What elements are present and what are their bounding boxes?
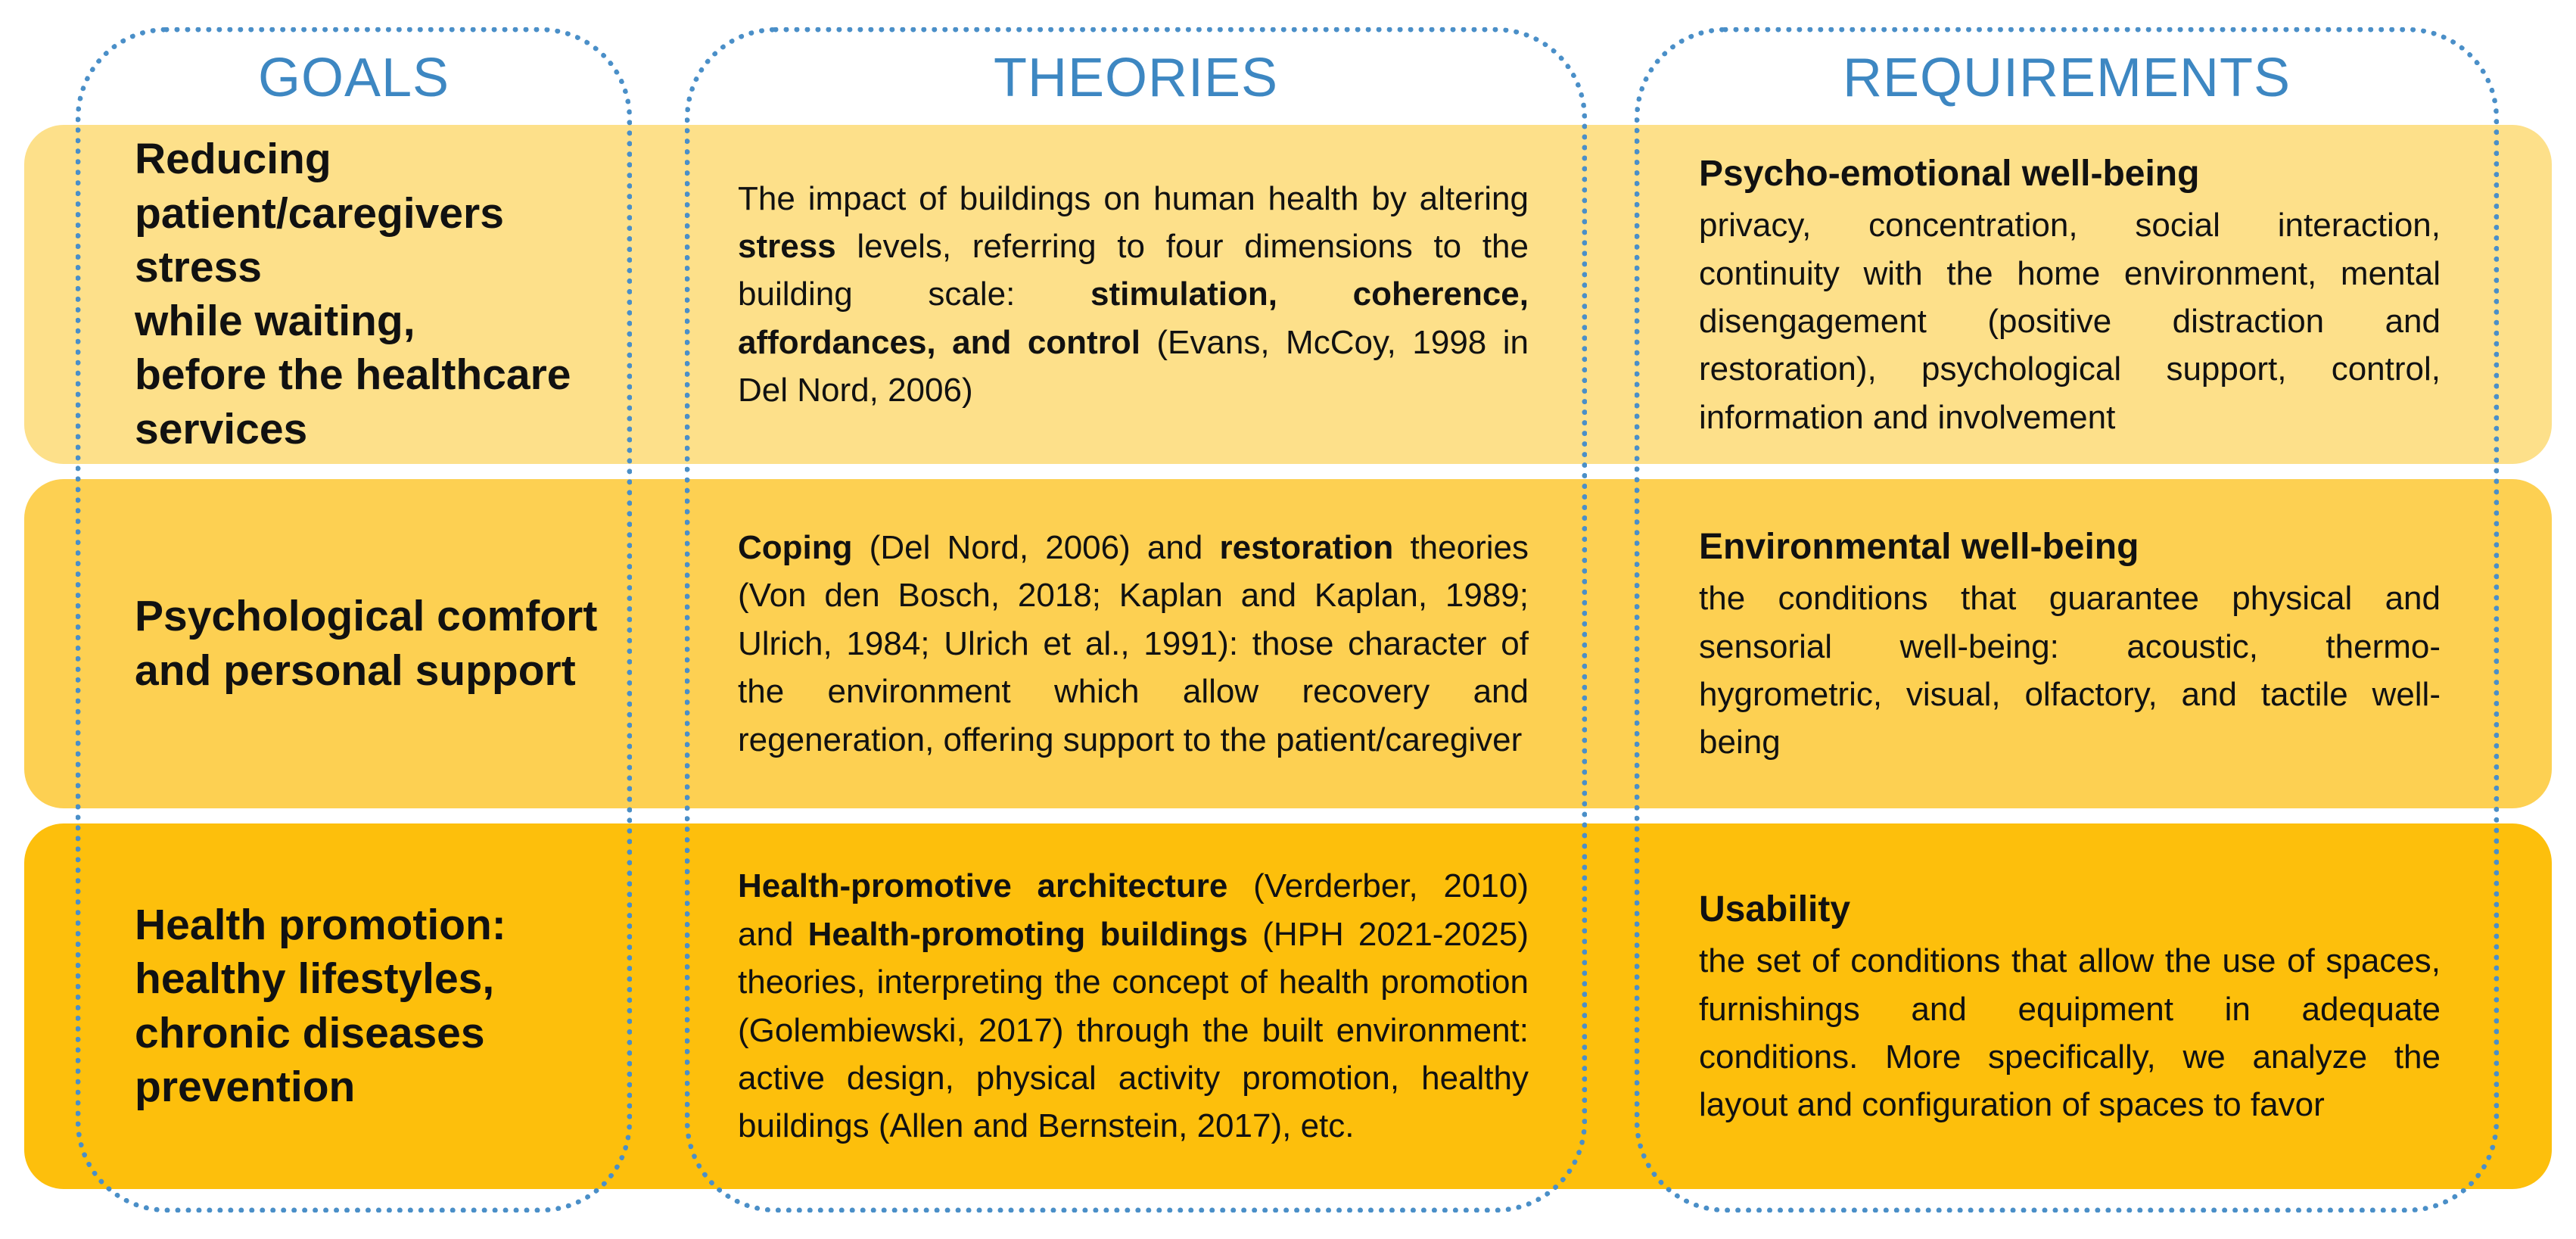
goal-1-line: while waiting, xyxy=(135,297,415,345)
goal-1-line: Reducing xyxy=(135,135,331,184)
theory-bold: stimulation, coherence, affordances, and control xyxy=(738,276,1529,361)
theory-bold: Health-promoting buildings xyxy=(807,915,1248,953)
goals-header: GOALS xyxy=(257,48,450,108)
theory-text: theories (Von den Bosch, 2018; Kaplan and Kaplan, 1989; Ulrich, 1984; Ulrich et al., 1991): those character of the environment which allow recovery and regeneration, offering support to the patient/caregiver xyxy=(738,529,1529,758)
goal-3-line: chronic diseases xyxy=(135,1008,485,1057)
goal-3 xyxy=(135,823,604,1189)
theory-bold: Health-promotive architecture xyxy=(738,867,1228,905)
theory-bold: Coping xyxy=(738,529,853,567)
theory-3-text xyxy=(738,862,1529,1150)
goal-3-line: healthy lifestyles, xyxy=(135,954,495,1004)
theory-text: The impact of buildings on human health by altering xyxy=(738,179,1529,217)
goal-2-line: and personal support xyxy=(135,646,576,695)
requirement-1-title: Psycho-emotional well-being xyxy=(1699,154,2200,195)
theory-text: (Del Nord, 2006) and xyxy=(852,529,1220,567)
requirement-1 xyxy=(1699,125,2441,464)
theory-1 xyxy=(738,125,1529,464)
theory-text: levels, referring to four dimensions to the building scale: xyxy=(738,227,1529,313)
goal-2-line: Psychological comfort xyxy=(135,592,598,641)
theory-text: (Verderber, 2010) and xyxy=(738,867,1529,953)
requirement-3-title: Usability xyxy=(1699,889,1851,930)
goal-1-line: before the healthcare xyxy=(135,350,571,400)
theories-header: THEORIES xyxy=(993,48,1279,108)
theory-3 xyxy=(738,823,1529,1189)
theory-1-text xyxy=(738,175,1529,415)
goal-3-line: prevention xyxy=(135,1062,356,1111)
theory-text: (HPH 2021-2025) theories, interpreting the concept of health promotion (Golembiewski, 2017) through the built environment: active design, physical activity promotion, healthy buildings (Allen and Bernstein, 2017), etc. xyxy=(738,915,1529,1145)
theory-bold: stress xyxy=(738,227,836,265)
theory-bold: restoration xyxy=(1219,529,1394,567)
requirement-3-text: the set of conditions that allow the use of spaces, furnishings and equipment in adequate conditions. More specifically, we analyze the layout and configuration of spaces to favor xyxy=(1699,942,2441,1124)
goal-2 xyxy=(135,479,604,808)
requirement-3 xyxy=(1699,823,2441,1189)
goal-1-line: patient/caregivers stress xyxy=(135,188,504,291)
goal-1 xyxy=(135,125,604,464)
requirement-1-text: privacy, concentration, social interaction, continuity with the home environment, mental disengagement (positive distraction and restoration), psychological support, control, information and involvement xyxy=(1699,207,2441,436)
requirement-2-title: Environmental well-being xyxy=(1699,527,2139,568)
theory-2 xyxy=(738,479,1529,808)
goal-3-line: Health promotion: xyxy=(135,901,506,949)
goal-1-line: services xyxy=(135,404,308,453)
requirement-2-text: the conditions that guarantee physical and sensorial well-being: acoustic, thermo-hygrometric, visual, olfactory, and tactile well-being xyxy=(1699,580,2441,761)
theory-2-text xyxy=(738,524,1529,764)
theory-text: (Evans, McCoy, 1998 in Del Nord, 2006) xyxy=(738,323,1529,409)
requirements-header: REQUIREMENTS xyxy=(1842,48,2291,108)
requirement-2 xyxy=(1699,479,2441,808)
